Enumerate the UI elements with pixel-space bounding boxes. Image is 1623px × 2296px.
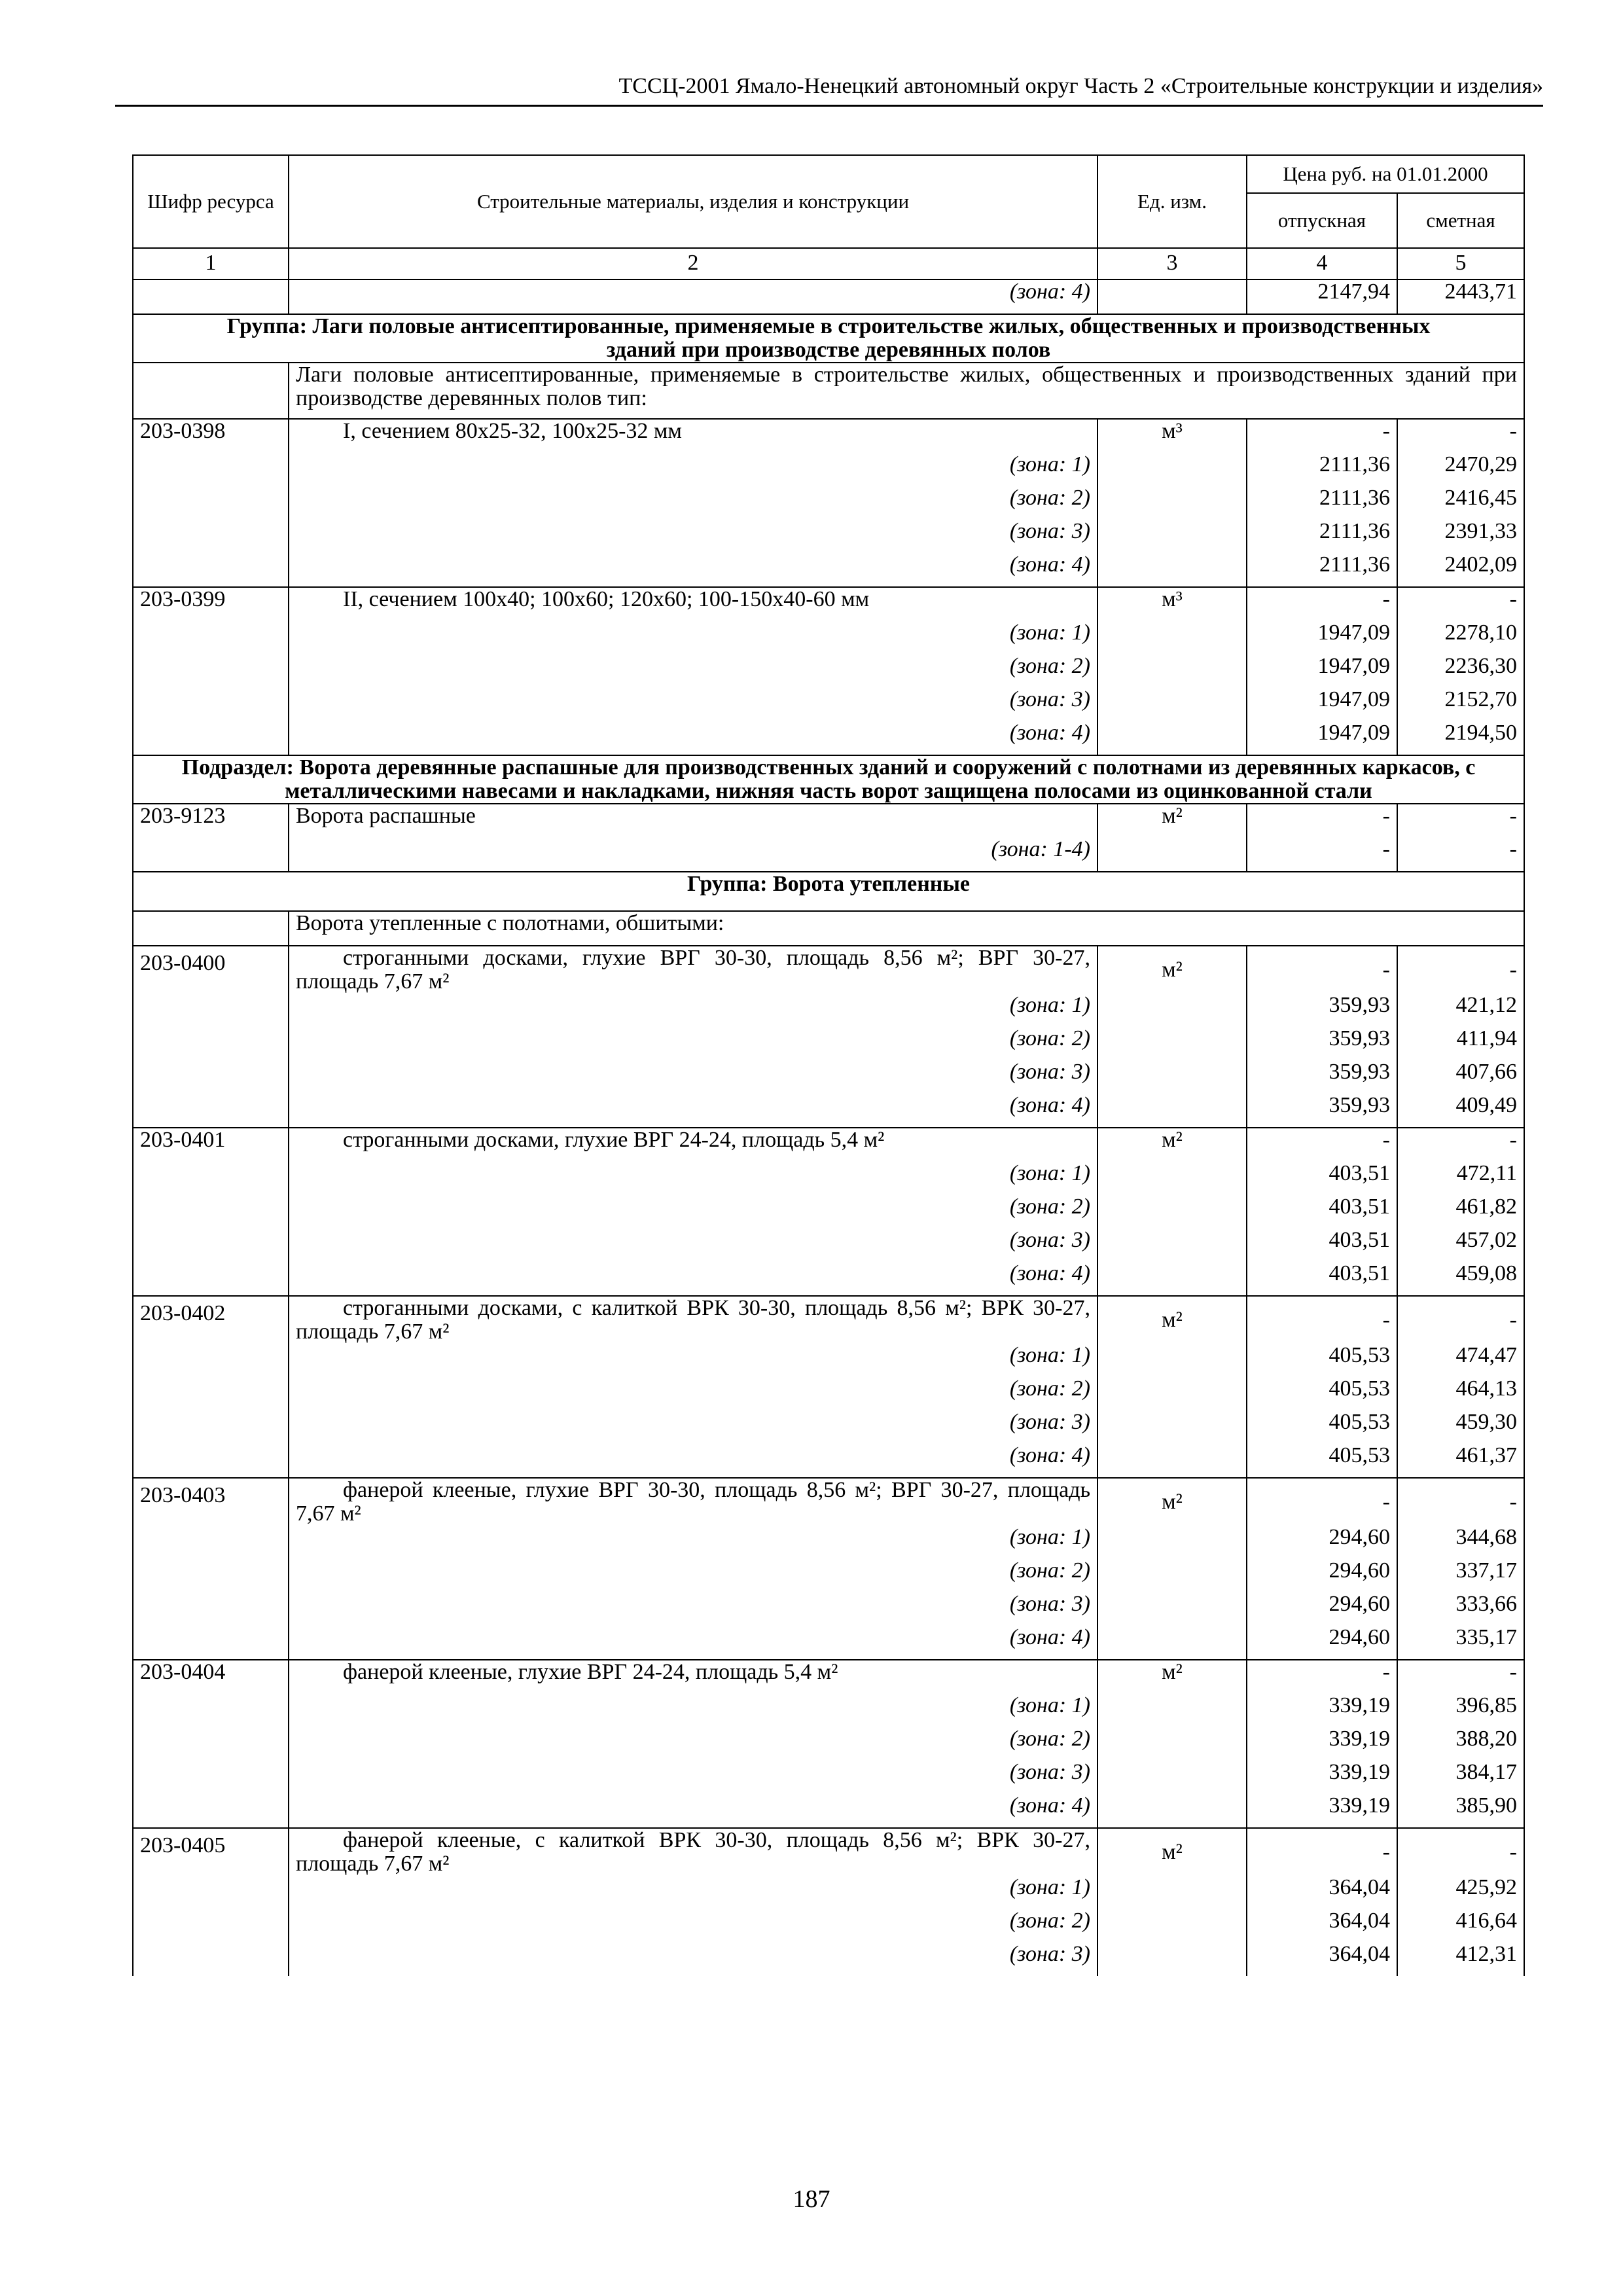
release-price: - [1247,838,1397,872]
resource-code: 203-0398 [133,419,289,453]
release-price: 1947,09 [1247,655,1397,688]
release-price: 339,19 [1247,1727,1397,1761]
item-name: строганными досками, с калиткой ВРК 30-30, площадь 8,56 м²; ВРК 30-27, площадь 7,67 м² [289,1296,1097,1344]
zone-row [133,486,1524,520]
table-row [133,804,1524,838]
estimate-price: 2443,71 [1397,279,1524,314]
release-price: 294,60 [1247,1526,1397,1559]
item-203-0404 [133,1660,1524,1828]
estimate-price: 412,31 [1397,1943,1524,1976]
zone-label: (зона: 2) [289,1027,1097,1060]
item-name: фанерой клееные, глухие ВРГ 24-24, площадь 5,4 м² [289,1660,1097,1694]
zone-row [133,1943,1524,1976]
estimate-price: - [1397,1478,1524,1526]
resource-code: 203-0402 [133,1296,289,1344]
zone-label: (зона: 4) [289,1794,1097,1828]
item-203-0398 [133,419,1524,587]
estimate-price: 2236,30 [1397,655,1524,688]
estimate-price: 459,30 [1397,1410,1524,1444]
release-price: 294,60 [1247,1559,1397,1592]
zone-row [133,1195,1524,1229]
resource-code: 203-9123 [133,804,289,838]
release-price: 339,19 [1247,1794,1397,1828]
unit: м² [1097,1296,1247,1344]
estimate-price: 2391,33 [1397,520,1524,553]
zone-label: (зона: 2) [289,655,1097,688]
zone-row [133,1229,1524,1262]
unit: м² [1097,946,1247,994]
release-price: 403,51 [1247,1195,1397,1229]
item-203-0399 [133,587,1524,755]
release-price: 364,04 [1247,1876,1397,1909]
zone-row [133,1262,1524,1296]
release-price: - [1247,804,1397,838]
column-number: 3 [1097,248,1247,279]
release-price: 294,60 [1247,1626,1397,1660]
zone-row [133,994,1524,1027]
estimate-price: 2416,45 [1397,486,1524,520]
zone-label: (зона: 1) [289,1344,1097,1377]
zone-row [133,655,1524,688]
zone-label: (зона: 3) [289,1761,1097,1794]
zone-label: (зона: 2) [289,1909,1097,1943]
release-price: 2111,36 [1247,453,1397,486]
release-price: 1947,09 [1247,688,1397,721]
column-header-unit: Ед. изм. [1097,155,1247,248]
zone-label: (зона: 3) [289,1592,1097,1626]
release-price: 1947,09 [1247,721,1397,755]
estimate-price: 472,11 [1397,1162,1524,1195]
table-row [133,1296,1524,1344]
item-name: строганными досками, глухие ВРГ 30-30, площадь 8,56 м²; ВРГ 30-27, площадь 7,67 м² [289,946,1097,994]
zone-row [133,1027,1524,1060]
subsection-heading-row [133,755,1524,804]
estimate-price: 2152,70 [1397,688,1524,721]
resource-code: 203-0400 [133,946,289,994]
release-price: 2147,94 [1247,279,1397,314]
page-number: 187 [793,2185,830,2213]
group-description: Ворота утепленные с полотнами, обшитыми: [289,911,1524,946]
release-price: 405,53 [1247,1344,1397,1377]
zone-label: (зона: 2) [289,1559,1097,1592]
zone-row [133,1410,1524,1444]
zone-row [133,838,1524,872]
estimate-price: 407,66 [1397,1060,1524,1094]
release-price: 294,60 [1247,1592,1397,1626]
resource-code: 203-0404 [133,1660,289,1694]
release-price: 359,93 [1247,1027,1397,1060]
estimate-price: 384,17 [1397,1761,1524,1794]
group-heading: Группа: Лаги половые антисептированные, применяемые в строительстве жилых, общественных и производственных зданий при производстве деревянных полов [133,314,1524,363]
estimate-price: 457,02 [1397,1229,1524,1262]
estimate-price: - [1397,804,1524,838]
zone-label: (зона: 1) [289,453,1097,486]
zone-label: (зона: 3) [289,1410,1097,1444]
group-description: Лаги половые антисептированные, применяемые в строительстве жилых, общественных и производственных зданий при производстве деревянных полов тип: [289,363,1524,419]
zone-label: (зона: 1) [289,621,1097,655]
estimate-price: 2402,09 [1397,553,1524,587]
estimate-price: 421,12 [1397,994,1524,1027]
unit: м² [1097,1660,1247,1694]
release-price: 359,93 [1247,1094,1397,1128]
zone-label: (зона: 4) [289,553,1097,587]
column-number: 1 [133,248,289,279]
release-price: 403,51 [1247,1162,1397,1195]
release-price: 405,53 [1247,1444,1397,1478]
item-name: фанерой клееные, глухие ВРГ 30-30, площадь 8,56 м²; ВРГ 30-27, площадь 7,67 м² [289,1478,1097,1526]
zone-label: (зона: 1) [289,1526,1097,1559]
column-number: 2 [289,248,1097,279]
table-row [133,1828,1524,1876]
zone-row [133,1694,1524,1727]
zone-label: (зона: 3) [289,688,1097,721]
release-price: 1947,09 [1247,621,1397,655]
zone-label: (зона: 3) [289,520,1097,553]
estimate-price: 425,92 [1397,1876,1524,1909]
estimate-price: 464,13 [1397,1377,1524,1410]
item-203-0402 [133,1296,1524,1478]
zone-label: (зона: 1-4) [289,838,1097,872]
table-row [133,946,1524,994]
subsection-heading: Подраздел: Ворота деревянные распашные для производственных зданий и сооружений с полотнами из деревянных каркасов, с металлическими навесами и накладками, нижняя часть ворот защищена полосами из оцинкованной стали [133,755,1524,804]
group-heading-row [133,314,1524,363]
table-row [133,1660,1524,1694]
zone-label: (зона: 4) [289,1262,1097,1296]
estimate-price: - [1397,587,1524,621]
release-price: 359,93 [1247,994,1397,1027]
release-price: - [1247,1660,1397,1694]
zone-row [133,721,1524,755]
item-203-0400 [133,946,1524,1128]
release-price: 339,19 [1247,1761,1397,1794]
release-price: - [1247,1828,1397,1876]
zone-label: (зона: 3) [289,1229,1097,1262]
release-price: - [1247,419,1397,453]
release-price: 339,19 [1247,1694,1397,1727]
resource-code: 203-0405 [133,1828,289,1876]
resource-code: 203-0399 [133,587,289,621]
estimate-price: - [1397,838,1524,872]
estimate-price: 474,47 [1397,1344,1524,1377]
estimate-price: 335,17 [1397,1626,1524,1660]
release-price: 2111,36 [1247,520,1397,553]
release-price: - [1247,1128,1397,1162]
zone-row [133,1344,1524,1377]
zone-row [133,1444,1524,1478]
unit: м³ [1097,587,1247,621]
estimate-price: 2470,29 [1397,453,1524,486]
zone-label: (зона: 2) [289,1195,1097,1229]
zone-label: (зона: 2) [289,1377,1097,1410]
estimate-price: 2194,50 [1397,721,1524,755]
table-row [133,419,1524,453]
zone-row [133,1162,1524,1195]
zone-row [133,688,1524,721]
estimate-price: 409,49 [1397,1094,1524,1128]
zone-row [133,520,1524,553]
unit: м² [1097,804,1247,838]
zone-row [133,1727,1524,1761]
zone-row [133,1876,1524,1909]
zone-label: (зона: 1) [289,1876,1097,1909]
estimate-price: 461,82 [1397,1195,1524,1229]
estimate-price: 411,94 [1397,1027,1524,1060]
zone-label: (зона: 2) [289,1727,1097,1761]
estimate-price: 459,08 [1397,1262,1524,1296]
item-name: фанерой клееные, с калиткой ВРК 30-30, площадь 8,56 м²; ВРК 30-27, площадь 7,67 м² [289,1828,1097,1876]
unit: м² [1097,1478,1247,1526]
column-header-estimate: сметная [1397,193,1524,248]
zone-label: (зона: 1) [289,1694,1097,1727]
zone-label: (зона: 2) [289,486,1097,520]
estimate-price: 344,68 [1397,1526,1524,1559]
estimate-price: - [1397,419,1524,453]
table-row [133,1128,1524,1162]
release-price: 403,51 [1247,1262,1397,1296]
resource-code: 203-0401 [133,1128,289,1162]
item-name: Ворота распашные [289,804,1097,838]
release-price: - [1247,587,1397,621]
estimate-price: - [1397,1128,1524,1162]
zone-row [133,1761,1524,1794]
column-number-row [133,248,1524,279]
estimate-price: 337,17 [1397,1559,1524,1592]
column-number: 4 [1247,248,1397,279]
release-price: 405,53 [1247,1410,1397,1444]
zone-row [133,1526,1524,1559]
item-name: II, сечением 100х40; 100х60; 120х60; 100-150х40-60 мм [289,587,1097,621]
release-price: - [1247,1478,1397,1526]
table-row [133,1478,1524,1526]
column-number: 5 [1397,248,1524,279]
column-header-price: Цена руб. на 01.01.2000 [1247,155,1524,193]
group-description-row [133,911,1524,946]
table-row [133,279,1524,314]
release-price: 364,04 [1247,1909,1397,1943]
release-price: - [1247,1296,1397,1344]
estimate-price: - [1397,946,1524,994]
zone-row [133,1559,1524,1592]
estimate-price: 385,90 [1397,1794,1524,1828]
item-203-0403 [133,1478,1524,1660]
item-name: строганными досками, глухие ВРГ 24-24, площадь 5,4 м² [289,1128,1097,1162]
group-heading: Группа: Ворота утепленные [133,872,1524,911]
estimate-price: - [1397,1828,1524,1876]
table-header-row [133,155,1524,193]
table-row [133,587,1524,621]
release-price: 359,93 [1247,1060,1397,1094]
zone-row [133,621,1524,655]
unit: м² [1097,1128,1247,1162]
zone-label: (зона: 3) [289,1060,1097,1094]
zone-row [133,1592,1524,1626]
column-header-release: отпускная [1247,193,1397,248]
zone-row [133,553,1524,587]
estimate-price: 461,37 [1397,1444,1524,1478]
resource-code: 203-0403 [133,1478,289,1526]
zone-label: (зона: 1) [289,1162,1097,1195]
item-name: I, сечением 80х25-32, 100х25-32 мм [289,419,1097,453]
estimate-price: - [1397,1296,1524,1344]
zone-row [133,1377,1524,1410]
zone-label: (зона: 3) [289,1943,1097,1976]
estimate-price: 333,66 [1397,1592,1524,1626]
zone-row [133,1094,1524,1128]
unit: м³ [1097,419,1247,453]
zone-row [133,1909,1524,1943]
release-price: 2111,36 [1247,486,1397,520]
item-203-0401 [133,1128,1524,1296]
price-table [132,154,1525,1976]
release-price: 405,53 [1247,1377,1397,1410]
zone-label: (зона: 4) [289,721,1097,755]
running-header: ТССЦ-2001 Ямало-Ненецкий автономный округ Часть 2 «Строительные конструкции и изделия» [115,68,1543,107]
zone-row [133,453,1524,486]
estimate-price: 2278,10 [1397,621,1524,655]
estimate-price: 416,64 [1397,1909,1524,1943]
column-header-name: Строительные материалы, изделия и конструкции [289,155,1097,248]
release-price: 403,51 [1247,1229,1397,1262]
zone-label: (зона: 4) [289,279,1097,314]
item-203-0405 [133,1828,1524,1976]
zone-label: (зона: 1) [289,994,1097,1027]
group-description-row [133,363,1524,419]
column-header-code: Шифр ресурса [133,155,289,248]
zone-row [133,1626,1524,1660]
zone-row [133,1794,1524,1828]
zone-row [133,1060,1524,1094]
estimate-price: 388,20 [1397,1727,1524,1761]
unit: м² [1097,1828,1247,1876]
zone-label: (зона: 4) [289,1626,1097,1660]
estimate-price: 396,85 [1397,1694,1524,1727]
release-price: - [1247,946,1397,994]
release-price: 2111,36 [1247,553,1397,587]
zone-label: (зона: 4) [289,1444,1097,1478]
estimate-price: - [1397,1660,1524,1694]
zone-label: (зона: 4) [289,1094,1097,1128]
release-price: 364,04 [1247,1943,1397,1976]
group-heading-row [133,872,1524,911]
item-203-9123 [133,804,1524,872]
